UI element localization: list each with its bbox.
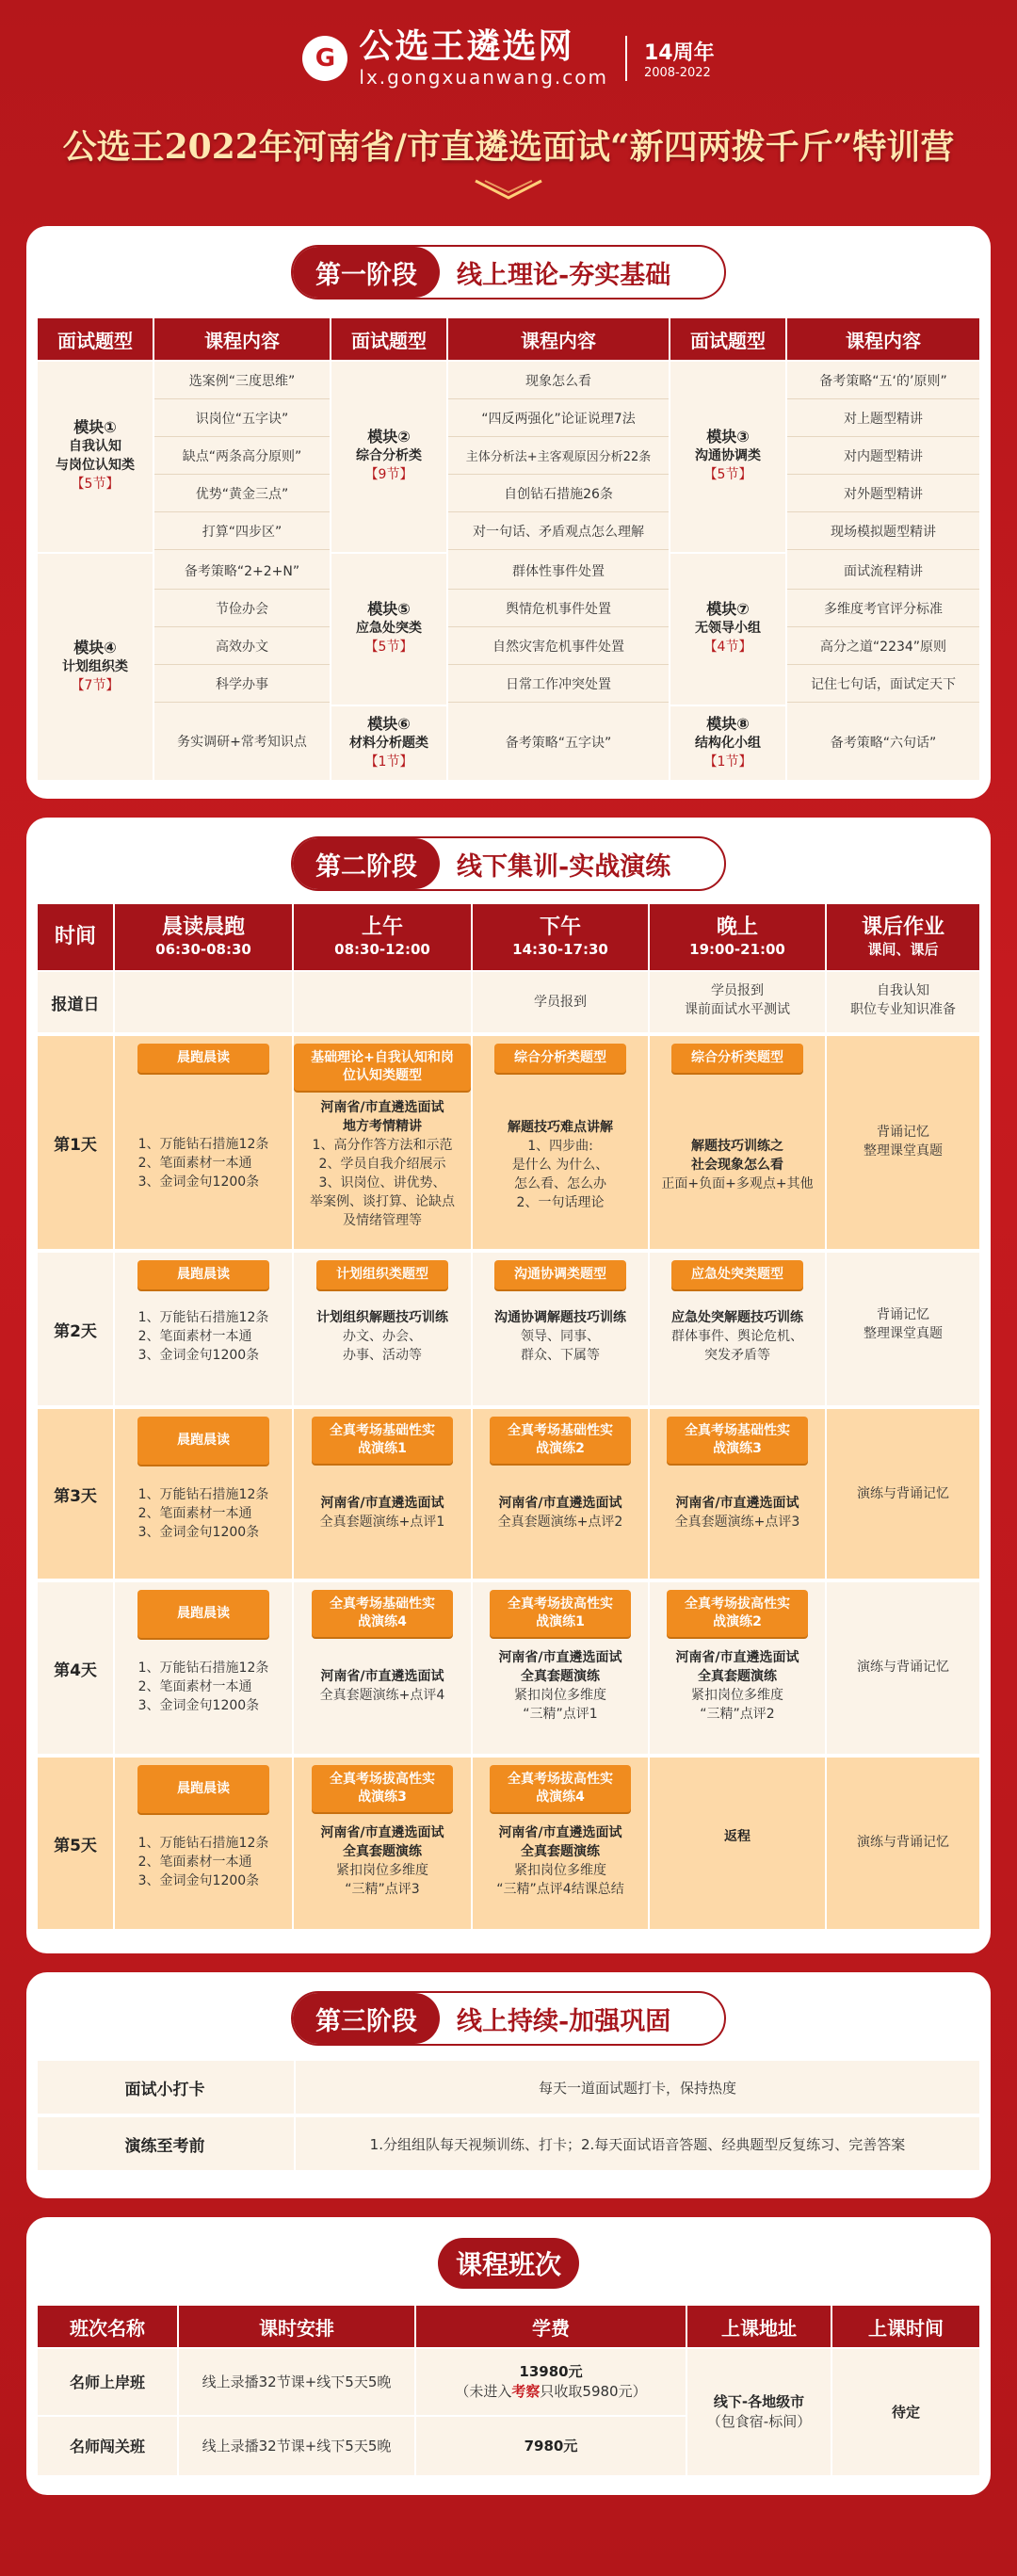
course-item: “四反两强化”论证说理7法 (448, 399, 669, 437)
text: 正面+负面+多观点+其他 (661, 1176, 814, 1191)
course-item: 对上题型精讲 (787, 399, 979, 437)
text: 2、笔面素材一本通 (137, 1156, 252, 1171)
session-tag: 全真考场拔高性实战演练1 (490, 1590, 631, 1637)
course-item: 现场模拟题型精讲 (787, 512, 979, 550)
text: 地方考情精讲 (343, 1119, 422, 1134)
course-item: 科学办事 (154, 665, 330, 703)
text: 只收取5980元） (540, 2383, 647, 2400)
text: 1、万能钻石措施12条 (137, 1487, 269, 1502)
text: 紧扣岗位多维度 (514, 1688, 606, 1703)
text: 线下-各地级市 (713, 2393, 805, 2410)
text: （包食宿-标间） (706, 2413, 812, 2430)
brand-text (359, 28, 608, 89)
text: 1、万能钻石措施12条 (137, 1661, 269, 1676)
text: 2、笔面素材一本通 (137, 1329, 252, 1344)
text: 背诵记忆 (877, 1125, 929, 1140)
report-evening (650, 981, 825, 1019)
module-number: 模块⑥ (367, 715, 411, 733)
header-label: 晚上 (716, 915, 758, 939)
report-afternoon: 学员报到 (534, 995, 587, 1010)
row-key: 面试小打卡 (124, 2080, 205, 2099)
brand-name: 公选王遴选网 (359, 27, 574, 66)
text: 1、万能钻石措施12条 (137, 1836, 269, 1851)
homework-slot: 演练与背诵记忆 (857, 1835, 949, 1850)
module-count: 【1节】 (364, 754, 413, 770)
class-name: 名师上岸班 (38, 2349, 177, 2415)
course-item: 自然灾害危机事件处置 (448, 627, 669, 665)
divider (292, 972, 294, 1929)
text: 3、金词金句1200条 (137, 1175, 260, 1190)
text: 3、识岗位、讲优势、 (318, 1175, 446, 1191)
text: 学员报到 (711, 983, 764, 998)
row-key: 演练至考前 (124, 2136, 205, 2156)
stage2-title (291, 836, 726, 891)
table-row (38, 1253, 979, 1405)
table-header: 课时安排 (179, 2306, 414, 2347)
session-tag: 综合分析类题型 (494, 1044, 626, 1073)
header-time: 19:00-21:00 (689, 941, 785, 958)
stage1-title (291, 245, 726, 300)
module-6 (331, 705, 446, 780)
session-tag: 晨跑晨读 (137, 1765, 269, 1813)
course-item: 备考策略“五字诀” (505, 736, 612, 751)
course-item: 多维度考官评分标准 (787, 590, 979, 627)
text: 河南省/市直遴选面试 (675, 1650, 799, 1665)
text: 1、高分作答方法和示范 (312, 1138, 453, 1153)
table-header: 学费 (416, 2306, 686, 2347)
morning-list (138, 1135, 269, 1191)
course-item: 识岗位“五字诀” (154, 399, 330, 437)
classes-title: 课程班次 (438, 2238, 579, 2289)
divider (446, 362, 448, 780)
class-time: 待定 (832, 2349, 979, 2475)
stage2-name: 线下集训-实战演练 (457, 851, 671, 882)
text: 3、金词金句1200条 (137, 1525, 260, 1540)
text: 怎么看、怎么办 (514, 1176, 606, 1191)
stage3-name: 线上持续-加强巩固 (457, 2006, 671, 2036)
class-name: 名师闯关班 (38, 2417, 177, 2475)
morning-slot (115, 1590, 292, 1715)
table-header (827, 904, 979, 970)
evening-slot (650, 1590, 825, 1724)
session-tag: 全真考场基础性实战演练2 (490, 1417, 631, 1464)
text: 河南省/市直遴选面试 (498, 1825, 622, 1840)
module-count: 【4节】 (703, 640, 752, 655)
brand-logo-icon: G (302, 36, 347, 81)
text: 河南省/市直遴选面试 (320, 1100, 444, 1115)
text: 紧扣岗位多维度 (336, 1863, 428, 1878)
table-header: 上课时间 (832, 2306, 979, 2347)
text: 自我认知 (877, 983, 929, 998)
course-item: 舆情危机事件处置 (448, 590, 669, 627)
text: 群众、下属等 (521, 1348, 600, 1363)
class-address (687, 2349, 831, 2475)
day-label: 第5天 (54, 1836, 97, 1855)
module-number: 模块⑦ (706, 600, 750, 618)
classes-panel (26, 2217, 991, 2495)
brand-divider (625, 36, 627, 81)
header-label: 时间 (54, 925, 96, 948)
day-label: 第4天 (54, 1661, 97, 1680)
text: 2、笔面素材一本通 (137, 1506, 252, 1521)
text: 计划组织解题技巧训练 (316, 1310, 448, 1325)
text: 办文、办会、 (343, 1329, 422, 1344)
morning-list (138, 1834, 269, 1890)
header-time: 课间、课后 (867, 941, 939, 958)
text: 整理课堂真题 (864, 1326, 943, 1341)
am-slot (294, 1765, 471, 1899)
morning-slot (115, 1044, 292, 1191)
pm-slot (473, 1417, 648, 1531)
text: 1、万能钻石措施12条 (137, 1137, 269, 1152)
text: 3、金词金句1200条 (137, 1348, 260, 1363)
module-4 (38, 552, 153, 780)
table-row (38, 2117, 979, 2170)
text: 3、金词金句1200条 (137, 1873, 260, 1888)
text: 2、笔面素材一本通 (137, 1855, 252, 1870)
text: 考察 (511, 2383, 541, 2400)
module-count: 【5节】 (703, 467, 752, 482)
session-tag: 晨跑晨读 (137, 1260, 269, 1289)
fee-note (455, 2382, 646, 2402)
table-header: 班次名称 (38, 2306, 177, 2347)
module-5 (331, 552, 446, 703)
session-tag: 基础理论+自我认知和岗位认知类题型 (294, 1044, 471, 1091)
session-tag: 全真考场拔高性实战演练4 (490, 1765, 631, 1812)
module-number: 模块④ (73, 639, 117, 656)
text: 背诵记忆 (877, 1307, 929, 1322)
session-tag: 全真考场拔高性实战演练2 (667, 1590, 808, 1637)
pm-slot (473, 1260, 648, 1365)
stage1-table (38, 318, 979, 780)
module-count: 【5节】 (364, 640, 413, 655)
course-item: 备考策略“2+2+N” (154, 552, 330, 590)
text: 举案例、谈打算、论缺点 (310, 1194, 455, 1209)
text: 办事、活动等 (343, 1348, 422, 1363)
text: “三精”点评4结课总结 (496, 1882, 624, 1897)
homework-slot (827, 1305, 979, 1343)
module-8 (670, 705, 785, 780)
text: 职位专业知识准备 (850, 1002, 956, 1017)
divider (471, 972, 473, 1929)
homework-slot (827, 1123, 979, 1160)
course-item: 高效办文 (154, 627, 330, 665)
evening-slot (650, 1260, 825, 1365)
stage3-panel (26, 1972, 991, 2198)
text: 突发矛盾等 (704, 1348, 770, 1363)
table-header (38, 904, 113, 970)
text: “三精”点评3 (345, 1882, 420, 1897)
header-label: 下午 (539, 915, 581, 939)
stage2-tag: 第二阶段 (293, 838, 440, 889)
header-label: 课后作业 (861, 915, 944, 939)
morning-slot (115, 1260, 292, 1365)
module-7 (670, 552, 785, 703)
table-row (38, 1409, 979, 1579)
table-header (650, 904, 825, 970)
course-item: 自创钻石措施26条 (448, 475, 669, 512)
stage1-tag: 第一阶段 (293, 247, 440, 298)
page-header (0, 0, 1017, 212)
course-item: 优势“黄金三点” (154, 475, 330, 512)
row-value: 每天一道面试题打卡，保持热度 (294, 2061, 979, 2114)
text: 河南省/市直遴选面试 (320, 1496, 444, 1511)
header-time: 06:30-08:30 (155, 941, 251, 958)
module-name: 综合分析类 (356, 448, 422, 463)
course-item: 对外题型精讲 (787, 475, 979, 512)
course-item: 节俭办会 (154, 590, 330, 627)
session-tag: 沟通协调类题型 (494, 1260, 626, 1289)
session-tag: 晨跑晨读 (137, 1417, 269, 1465)
module-name: 应急处突类 (356, 621, 422, 636)
module-name: 与岗位认知类 (56, 458, 135, 473)
course-item: 备考策略“六句话” (830, 736, 937, 751)
evening-slot (650, 1827, 825, 1846)
fee-value: 13980元 (519, 2363, 583, 2380)
class-schedule: 线上录播32节课+线下5天5晚 (179, 2349, 414, 2415)
pm-slot (473, 1590, 648, 1724)
class-schedule: 线上录播32节课+线下5天5晚 (179, 2417, 414, 2475)
day-label: 第3天 (54, 1486, 97, 1506)
course-item: 缺点“两条高分原则” (154, 437, 330, 475)
course-item: 群体性事件处置 (448, 552, 669, 590)
divider (669, 362, 670, 780)
am-slot (294, 1417, 471, 1531)
anniversary-years: 2008-2022 (643, 66, 711, 80)
text: 3、金词金句1200条 (137, 1698, 260, 1713)
text: “三精”点评2 (700, 1707, 775, 1722)
session-tag: 全真考场基础性实战演练4 (312, 1590, 453, 1637)
am-slot (294, 1260, 471, 1365)
brand-url: lx.gongxuanwang.com (359, 66, 608, 89)
text: 全真套题演练 (521, 1669, 600, 1684)
header-label: 晨读晨跑 (161, 915, 245, 939)
table-header: 课程内容 (154, 318, 330, 360)
module-3 (670, 362, 785, 550)
divider (825, 972, 827, 1929)
module-count: 【9节】 (364, 467, 413, 482)
course-item: 务实调研+常考知识点 (177, 735, 307, 750)
divider (785, 362, 787, 780)
text: 全真套题演练+点评1 (319, 1515, 445, 1530)
session-tag: 综合分析类题型 (671, 1044, 803, 1073)
text: 全真套题演练 (698, 1669, 777, 1684)
module-number: 模块② (367, 428, 411, 446)
morning-list (138, 1659, 269, 1715)
module-name: 材料分析题类 (349, 736, 428, 751)
course-item: 现象怎么看 (448, 362, 669, 399)
table-row (38, 2061, 979, 2114)
text: 课前面试水平测试 (685, 1002, 790, 1017)
text: 解题技巧难点讲解 (508, 1120, 613, 1135)
text: 解题技巧训练之 (691, 1139, 783, 1154)
homework-slot: 演练与背诵记忆 (857, 1486, 949, 1501)
morning-list (138, 1308, 269, 1365)
module-number: 模块⑤ (367, 600, 411, 618)
text: 应急处突解题技巧训练 (671, 1310, 803, 1325)
module-number: 模块⑧ (706, 715, 750, 733)
brand-row (0, 28, 1017, 89)
course-item: 对内题型精讲 (787, 437, 979, 475)
session-tag: 全真考场基础性实战演练1 (312, 1417, 453, 1464)
table-header: 面试题型 (331, 318, 446, 360)
header-time: 14:30-17:30 (512, 941, 608, 958)
text: 紧扣岗位多维度 (514, 1863, 606, 1878)
text: 2、笔面素材一本通 (137, 1679, 252, 1694)
evening-slot (650, 1417, 825, 1531)
course-item: 记住七句话，面试定天下 (787, 665, 979, 703)
homework-slot: 演练与背诵记忆 (857, 1660, 949, 1675)
morning-slot (115, 1417, 292, 1542)
course-item: 高分之道“2234”原则 (787, 627, 979, 665)
am-slot (294, 1590, 471, 1705)
stage3-tag: 第三阶段 (293, 1993, 440, 2044)
class-fee (416, 2349, 686, 2415)
module-name: 无领导小组 (695, 621, 761, 636)
report-homework (827, 981, 979, 1019)
text: 全真套题演练+点评2 (497, 1515, 623, 1530)
module-number: 模块③ (706, 428, 750, 446)
text: 整理课堂真题 (864, 1143, 943, 1158)
table-row (38, 972, 979, 1032)
course-item: 备考策略“五‘的’原则” (787, 362, 979, 399)
table-header (115, 904, 292, 970)
page-title: 公选王2022年河南省/市直遴选面试“新四两拨千斤”特训营 (62, 127, 955, 167)
text: 全真套题演练 (521, 1844, 600, 1859)
session-tag: 晨跑晨读 (137, 1044, 269, 1073)
text: 河南省/市直遴选面试 (320, 1669, 444, 1684)
module-2 (331, 362, 446, 550)
session-tag: 全真考场基础性实战演练3 (667, 1417, 808, 1464)
course-item: 面试流程精讲 (787, 552, 979, 590)
stage1-name: 线上理论-夯实基础 (457, 260, 671, 290)
text: 2、学员自我介绍展示 (318, 1157, 446, 1172)
course-item: 打算“四步区” (154, 512, 330, 550)
session-tag: 晨跑晨读 (137, 1590, 269, 1638)
text: 河南省/市直遴选面试 (498, 1496, 622, 1511)
pm-slot (473, 1044, 648, 1212)
text: 河南省/市直遴选面试 (675, 1496, 799, 1511)
text: 领导、同事、 (521, 1329, 600, 1344)
text: 是什么 为什么、 (511, 1158, 609, 1173)
table-header: 面试题型 (670, 318, 785, 360)
morning-list (138, 1485, 269, 1542)
module-name: 沟通协调类 (695, 448, 761, 463)
row-value: 1.分组组队每天视频训练、打卡；2.每天面试语音答题、经典题型反复练习、完善答案 (294, 2117, 979, 2170)
module-number: 模块① (73, 418, 117, 436)
text: 2、一句话理论 (516, 1195, 605, 1210)
class-fee: 7980元 (416, 2417, 686, 2475)
text: “三精”点评1 (523, 1707, 598, 1722)
header-label: 上午 (361, 915, 403, 939)
module-1 (38, 362, 153, 550)
session-tag: 全真考场拔高性实战演练3 (312, 1765, 453, 1812)
day-label: 第2天 (54, 1321, 97, 1341)
table-header: 课程内容 (787, 318, 979, 360)
anniversary-label: 14周年 (643, 41, 715, 65)
course-item: 选案例“三度思维” (154, 362, 330, 399)
module-count: 【5节】 (71, 477, 120, 492)
table-header (473, 904, 648, 970)
table-header: 上课地址 (687, 2306, 831, 2347)
course-item: 日常工作冲突处置 (448, 665, 669, 703)
text: 1、万能钻石措施12条 (137, 1310, 269, 1325)
module-count: 【7节】 (71, 678, 120, 693)
divider (153, 362, 154, 780)
course-item: 对一句话、矛盾观点怎么理解 (448, 512, 669, 550)
day-label: 第1天 (54, 1135, 97, 1155)
text: （未进入 (455, 2383, 512, 2400)
pm-slot (473, 1765, 648, 1899)
module-name: 结构化小组 (695, 736, 761, 751)
stage1-panel (26, 226, 991, 799)
stage2-panel (26, 818, 991, 1953)
header-time: 08:30-12:00 (334, 941, 430, 958)
module-name: 计划组织类 (62, 659, 128, 674)
text: 及情绪管理等 (343, 1213, 422, 1228)
course-item: 主体分析法+主客观原因分析22条 (448, 437, 669, 475)
text: 返程 (724, 1829, 751, 1844)
am-slot (294, 1044, 471, 1230)
divider (113, 972, 115, 1929)
module-name: 自我认知 (69, 439, 121, 454)
text: 1、四步曲: (527, 1139, 593, 1154)
text: 社会现象怎么看 (691, 1158, 783, 1173)
day-label: 报道日 (51, 995, 100, 1014)
table-header: 课程内容 (448, 318, 669, 360)
module-count: 【1节】 (703, 754, 752, 770)
table-row (38, 1036, 979, 1249)
morning-slot (115, 1765, 292, 1890)
divider (330, 362, 331, 780)
text: 沟通协调解题技巧训练 (494, 1310, 626, 1325)
table-row (38, 1582, 979, 1754)
session-tag: 计划组织类题型 (316, 1260, 448, 1289)
text: 群体事件、舆论危机、 (671, 1329, 803, 1344)
session-tag: 应急处突类题型 (671, 1260, 803, 1289)
divider (648, 972, 650, 1929)
table-header: 面试题型 (38, 318, 153, 360)
text: 全真套题演练+点评3 (674, 1515, 800, 1530)
text: 全真套题演练 (343, 1844, 422, 1859)
anniversary-badge (644, 37, 715, 80)
text: 河南省/市直遴选面试 (320, 1825, 444, 1840)
text: 全真套题演练+点评4 (319, 1688, 445, 1703)
evening-slot (650, 1044, 825, 1193)
text: 河南省/市直遴选面试 (498, 1650, 622, 1665)
table-header (294, 904, 471, 970)
stage3-title (291, 1991, 726, 2046)
chevron-down-icon (471, 177, 546, 205)
table-row (38, 1758, 979, 1929)
text: 紧扣岗位多维度 (691, 1688, 783, 1703)
